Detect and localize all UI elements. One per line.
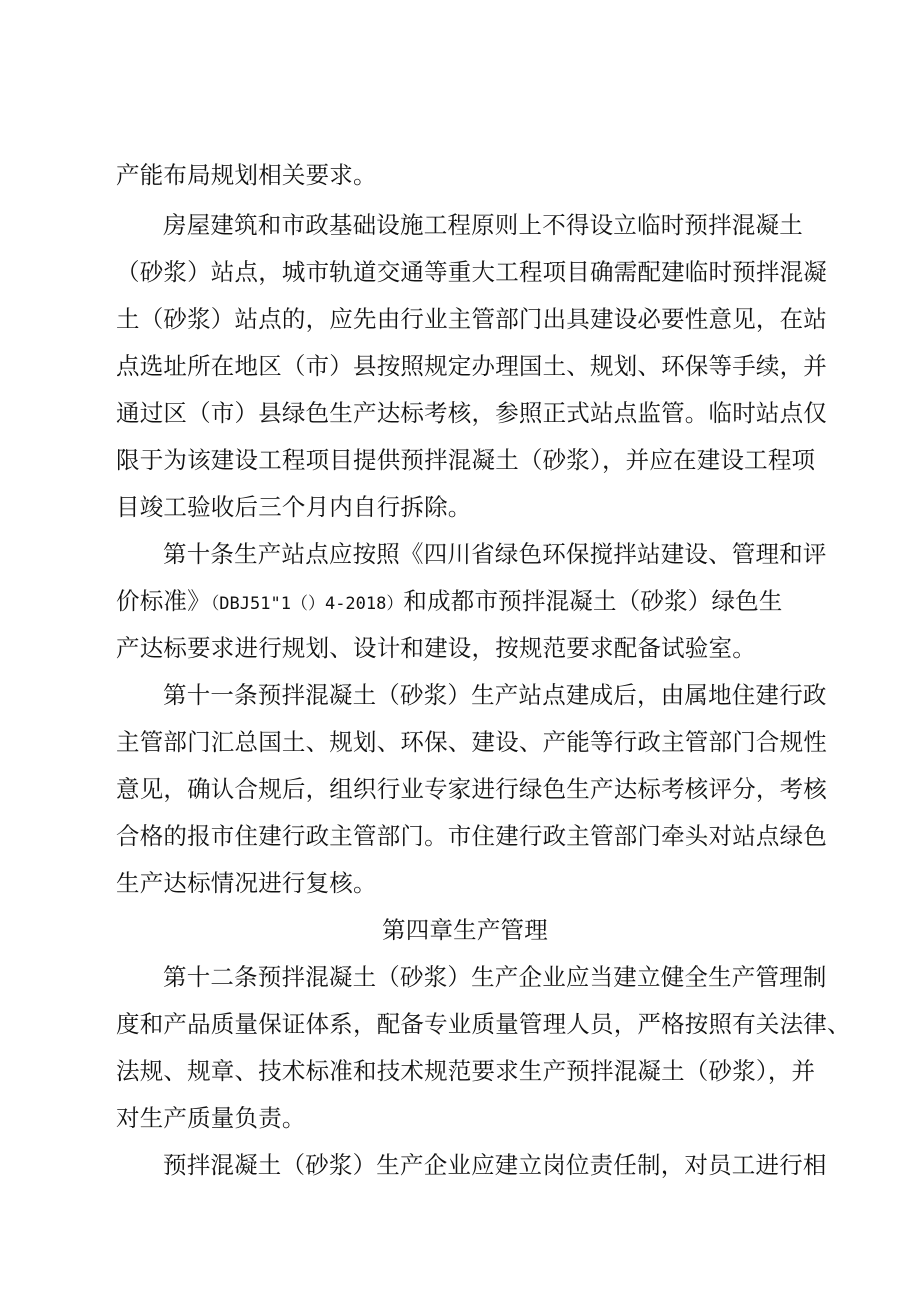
paragraph-line: 点选址所在地区（市）县按照规定办理国土、规划、环保等手续，并 bbox=[116, 352, 827, 380]
paragraph-line: 预拌混凝土（砂浆）生产企业应建立岗位责任制，对员工进行相 bbox=[163, 1151, 827, 1179]
paragraph-line: 房屋建筑和市政基础设施工程原则上不得设立临时预拌混凝土 bbox=[163, 211, 803, 239]
line-text-before: 价标准》 bbox=[116, 587, 211, 615]
chapter-heading: 第四章生产管理 bbox=[382, 916, 548, 944]
paragraph-line: 产达标要求进行规划、设计和建设，按规范要求配备试验室。 bbox=[116, 634, 756, 662]
paragraph-line: 限于为该建设工程项目提供预拌混凝土（砂浆），并应在建设工程项 bbox=[116, 446, 816, 474]
paragraph-line: 度和产品质量保证体系，配备专业质量管理人员，严格按照有关法律、 bbox=[116, 1010, 851, 1038]
paragraph-line: 土（砂浆）站点的，应先由行业主管部门出具建设必要性意见，在站 bbox=[116, 305, 827, 333]
paragraph-line: 第十条生产站点应按照《四川省绿色环保搅拌站建设、管理和评 bbox=[163, 540, 827, 568]
paragraph-line: 通过区（市）县绿色生产达标考核，参照正式站点监管。临时站点仅 bbox=[116, 399, 827, 427]
paragraph-line: 第十一条预拌混凝土（砂浆）生产站点建成后，由属地住建行政 bbox=[163, 681, 827, 709]
paragraph-line: 产能布局规划相关要求。 bbox=[116, 161, 377, 189]
paragraph-line: 主管部门汇总国土、规划、环保、建设、产能等行政主管部门合规性 bbox=[116, 728, 827, 756]
paragraph-line: （砂浆）站点，城市轨道交通等重大工程项目确需配建临时预拌混凝 bbox=[116, 258, 827, 286]
paragraph-line: 生产达标情况进行复核。 bbox=[116, 869, 377, 897]
paragraph-line: 法规、规章、技术标准和技术规范要求生产预拌混凝土（砂浆），并 bbox=[116, 1057, 816, 1085]
standard-code: （DBJ51"1（）4-2018） bbox=[210, 594, 404, 614]
paragraph-line: 第十二条预拌混凝土（砂浆）生产企业应当建立健全生产管理制 bbox=[163, 963, 827, 991]
paragraph-line: 目竣工验收后三个月内自行拆除。 bbox=[116, 493, 472, 521]
paragraph-line-with-code bbox=[0, 578, 920, 624]
paragraph-line: 合格的报市住建行政主管部门。市住建行政主管部门牵头对站点绿色 bbox=[116, 822, 827, 850]
line-text-after: 和成都市预拌混凝土（砂浆）绿色生 bbox=[403, 587, 783, 615]
paragraph-line: 意见，确认合规后，组织行业专家进行绿色生产达标考核评分，考核 bbox=[116, 775, 827, 803]
paragraph-line: 对生产质量负责。 bbox=[116, 1104, 306, 1132]
